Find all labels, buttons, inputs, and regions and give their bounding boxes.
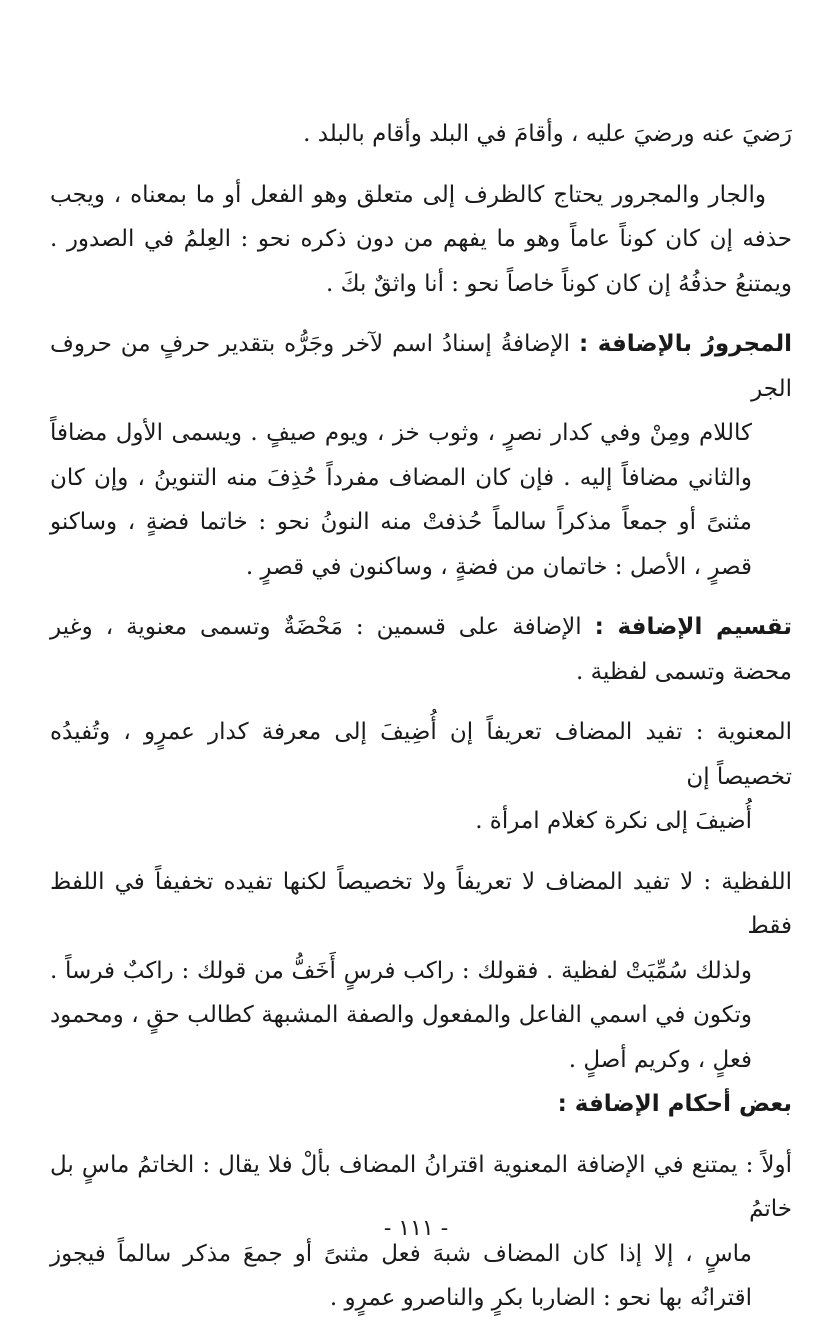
majrur-rest-text: كاللام ومِنْ وفي كدار نصرٍ ، وثوب خز ، ويوم صيفٍ . ويسمى الأول مضافاً والثاني مضافاً إليه . فإن كان المضاف مفرداً حُذِفَ منه التنوينُ ، وإن كان مثنىً أو جمعاً مذكراً سالماً حُذفتْ منه النونُ نحو : خاتما فضةٍ ، وساكنو قصرٍ ، الأصل : خاتمان من فضةٍ ، وساكنون في قصرٍ . bbox=[50, 420, 752, 580]
term-majrur-idafa: المجرورُ بالإضافة : bbox=[578, 331, 793, 357]
term-awwalan: أولاً : bbox=[745, 1151, 793, 1178]
lafziya-rest-text: ولذلك سُمِّيَتْ لفظية . فقولك : راكب فرسٍ أَخَفُّ من قولك : راكبٌ فرساً . وتكون في اسمي الفاعل والمفعول والصفة المشبهة كطالب حقٍ ، ومحمود فعلٍ ، وكريم أصلٍ . bbox=[50, 957, 752, 1073]
majrur-line1-text: الإضافةُ إسنادُ اسم لآخر وجَرُّه بتقدير حرفٍ من حروف الجر bbox=[50, 331, 792, 402]
lafziya-first-line bbox=[50, 860, 792, 949]
paragraph-lafziya bbox=[50, 860, 792, 1083]
manawiya-first-line bbox=[50, 710, 792, 799]
paragraph-radiya: رَضيَ عنه ورضيَ عليه ، وأقامَ في البلد وأقام بالبلد . bbox=[303, 121, 792, 147]
page-number: - ١١١ - bbox=[383, 1216, 449, 1241]
term-taqsim-idafa: تقسيم الإضافة : bbox=[594, 614, 792, 640]
paragraph-manawiya bbox=[50, 710, 792, 844]
manawiya-line1-text: تفيد المضاف تعريفاً إن أُضِيفَ إلى معرفة كدار عمرٍو ، وتُفيدُه تخصيصاً إن bbox=[50, 719, 792, 790]
awwalan-line1-text: يمتنع في الإضافة المعنوية اقترانُ المضاف بألْ فلا يقال : الخاتمُ ماسٍ بل خاتمُ bbox=[50, 1151, 792, 1222]
paragraph-majrur-idafa bbox=[50, 322, 792, 589]
document-page bbox=[50, 112, 792, 1321]
majrur-first-line bbox=[50, 322, 792, 411]
awwalan-rest-text: ماسٍ ، إلا إذا كان المضاف شبهَ فعل مثنىً أو جمعَ مذكر سالماً فيجوز اقترانُه بها نحو : الضاربا بكرٍ والناصرو عمرٍو . bbox=[50, 1240, 752, 1311]
paragraph-taqsim bbox=[50, 605, 792, 694]
section-heading: بعض أحكام الإضافة : bbox=[557, 1091, 792, 1117]
taqsim-text: الإضافة على قسمين : مَحْضَةٌ وتسمى معنوية ، وغير محضة وتسمى لفظية . bbox=[50, 614, 792, 685]
manawiya-rest-text: أُضيفَ إلى نكرة كغلام امرأة . bbox=[475, 808, 752, 834]
term-manawiya: المعنوية : bbox=[695, 719, 792, 745]
paragraph-jar-majrur: والجار والمجرور يحتاج كالظرف إلى متعلق وهو الفعل أو ما بمعناه ، ويجب حذفه إن كان كوناً عاماً وهو ما يفهم من دون ذكره نحو : العِلمُ في الصدور . ويمتنعُ حذفُهُ إن كان كوناً خاصاً نحو : أنا واثقٌ بكَ . bbox=[50, 181, 792, 297]
lafziya-line1-text: لا تفيد المضاف لا تعريفاً ولا تخصيصاً لكنها تفيده تخفيفاً في اللفظ فقط bbox=[50, 868, 792, 939]
term-lafziya: اللفظية : bbox=[703, 868, 792, 895]
